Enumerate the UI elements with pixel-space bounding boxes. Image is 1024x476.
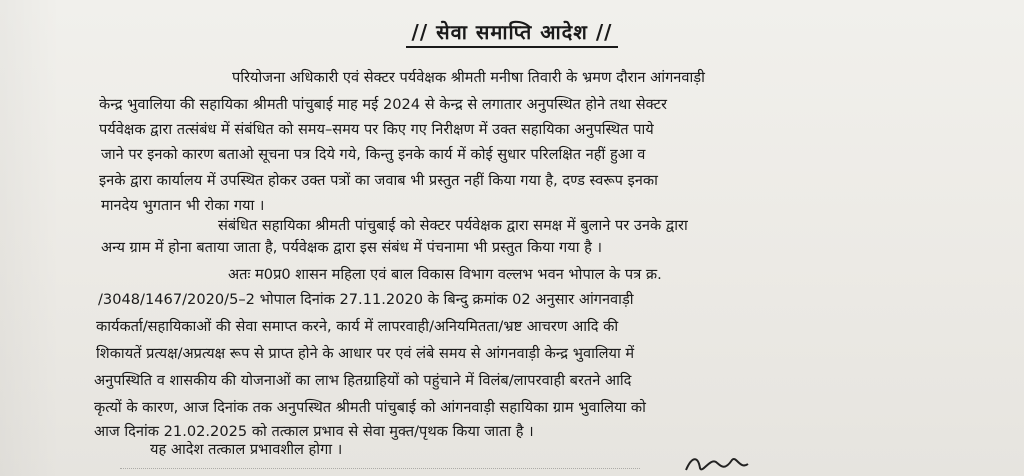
- paragraph-2-line-1: संबंधित सहायिका श्रीमती पांचुबाई को सेक्टर पर्यवेक्षक द्वारा समक्ष में बुलाने पर उनके द्वारा: [218, 217, 688, 234]
- paragraph-1-line-4: जाने पर इनको कारण बताओ सूचना पत्र दिये गये, किन्तु इनके कार्य में कोई सुधार परिलक्षित नहीं हुआ व: [101, 146, 646, 163]
- paragraph-3-line-6: कृत्यों के कारण, आज दिनांक तक अनुपस्थित श्रीमती पांचुबाई को आंगनवाड़ी सहायिका ग्राम भुवालिया को: [94, 399, 646, 416]
- paragraph-1-line-2: केन्द्र भुवालिया की सहायिका श्रीमती पांचुबाई माह मई 2024 से केन्द्र से लगातार अनुपस्थित होने तथा सेक्टर: [99, 96, 667, 113]
- paragraph-1-line-5: इनके द्वारा कार्यालय में उपस्थित होकर उक्त पत्रों का जवाब भी प्रस्तुत नहीं किया गया है, दण्ड स्वरूप इनका: [99, 172, 658, 189]
- paragraph-3-line-2: /3048/1467/2020/5–2 भोपाल दिनांक 27.11.2020 के बिन्दु क्रमांक 02 अनुसार आंगनवाड़ी: [98, 291, 634, 308]
- paragraph-3-line-1: अतः म0प्र0 शासन महिला एवं बाल विकास विभाग वल्लभ भवन भोपाल के पत्र क्र.: [228, 266, 662, 283]
- paragraph-1-line-1: परियोजना अधिकारी एवं सेक्टर पर्यवेक्षक श्रीमती मनीषा तिवारी के भ्रमण दौरान आंगनवाड़ी: [232, 69, 705, 86]
- paragraph-2-line-2: अन्य ग्राम में होना बताया जाता है, पर्यवेक्षक द्वारा इस संबंध में पंचनामा भी प्रस्तुत किया गया है ।: [101, 239, 603, 256]
- paragraph-3-line-5: अनुपस्थिति व शासकीय की योजनाओं का लाभ हितग्राहियों को पहुंचाने में विलंब/लापरवाही बरतने आदि: [94, 372, 632, 389]
- paragraph-1-line-6: मानदेय भुगतान भी रोका गया ।: [101, 197, 265, 214]
- page-bottom-edge: [120, 468, 640, 476]
- signature-mark: [680, 452, 770, 476]
- paragraph-3-line-3: कार्यकर्ता/सहायिकाओं की सेवा समाप्त करने, कार्य में लापरवाही/अनियमितता/भ्रष्ट आचरण आदि की: [96, 318, 619, 335]
- paragraph-3-line-7: आज दिनांक 21.02.2025 को तत्काल प्रभाव से सेवा मुक्त/पृथक किया जाता है ।: [94, 423, 534, 440]
- document-title: [0, 18, 1024, 48]
- closing-line: यह आदेश तत्काल प्रभावशील होगा ।: [150, 441, 343, 458]
- document-title-text: // सेवा समाप्ति आदेश //: [406, 18, 619, 48]
- paragraph-1-line-3: पर्यवेक्षक द्वारा तत्संबंध में संबंधित को समय–समय पर किए गए निरीक्षण में उक्त सहायिका अनुपस्थित पाये: [99, 121, 654, 138]
- page-edge-shadow: [0, 0, 60, 476]
- paragraph-3-line-4: शिकायतें प्रत्यक्ष/अप्रत्यक्ष रूप से प्राप्त होने के आधार पर एवं लंबे समय से आंगनवाड़ी केन्द्र भुवालिया में: [96, 345, 635, 362]
